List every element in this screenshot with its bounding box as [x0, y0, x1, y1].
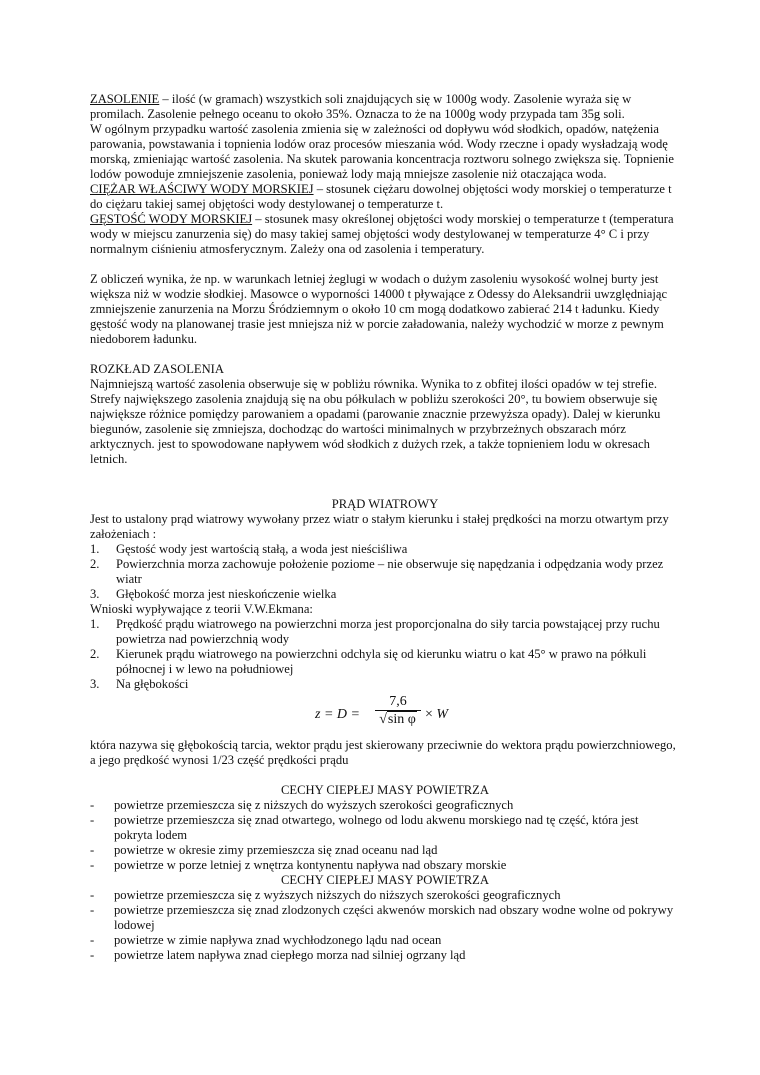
density-definition: – stosunek masy określonej objętości wody morskiej o temperaturze t (temperatura wody w miejscu zanurzenia się) do masy takiej samej objętości wody destylowanej w temperaturze 4° C i przy normalnym ciśnieniu atmosferycznym. Zależy ona od zasolenia i temperatury. [90, 212, 674, 256]
second-air-mass-list [90, 888, 680, 963]
warm-air-mass-heading: CECHY CIEPŁEJ MASY POWIETRZA [281, 783, 489, 797]
salinity-term: ZASOLENIE [90, 92, 160, 106]
specific-weight-definition: – stosunek ciężaru dowolnej objętości wody morskiej o temperaturze t do ciężaru takiej samej objętości wody destylowanej o temperaturze t. [90, 182, 672, 211]
list-item: 1. Prędkość prądu wiatrowego na powierzchni morza jest proporcjonalna do siły tarcia powstającej przy ruchu powietrza nad powierzchnią wody [90, 617, 660, 646]
formula-numerator: 7,6 [389, 694, 407, 709]
list-item: - powietrze w porze letniej z wnętrza kontynentu napływa nad obszary morskie [90, 858, 507, 872]
freeboard-paragraph: Z obliczeń wynika, że np. w warunkach letniej żeglugi w wodach o dużym zasoleniu wysokość wolnej burty jest większa niż w wodzie słodkiej. Masowce o wyporności 14000 t pływające z Odessy do Aleksandrii uwzględniając zmniejszenie zanurzenia na Morzu Śródziemnym o około 10 cm mogą dodatkowo zabierać 214 t ładunku. Kiedy gęstość wody na planowanej trasie jest mniejsza niż w porcie załadowania, należy wychodzić w morze z pewnym niedoborem ładunku. [90, 272, 668, 346]
wind-current-intro: Jest to ustalony prąd wiatrowy wywołany przez wiatr o stałym kierunku i stałej prędkości na morzu otwartym przy założeniach : [90, 512, 669, 541]
conclusions-list [90, 617, 680, 692]
friction-depth-paragraph: która nazywa się głębokością tarcia, wektor prądu jest skierowany przeciwnie do wektora prądu powierzchniowego, a jego prędkość wynosi 1/23 część prędkości prądu [90, 738, 676, 767]
formula-rhs: × W [425, 707, 449, 722]
specific-weight-term: CIĘŻAR WŁAŚCIWY WODY MORSKIEJ [90, 182, 314, 196]
wind-current-heading: PRĄD WIATROWY [331, 497, 439, 511]
list-item: 2. Powierzchnia morza zachowuje położenie poziome – nie obserwuje się napędzania i odpędzania wody przez wiatr [90, 557, 664, 586]
list-item: - powietrze przemieszcza się z niższych do wyższych szerokości geograficznych [90, 798, 514, 812]
assumptions-list [90, 542, 680, 602]
list-item: 3. Na głębokości [90, 677, 189, 691]
density-term: GĘSTOŚĆ WODY MORSKIEJ [90, 212, 253, 226]
list-item: - powietrze w okresie zimy przemieszcza się znad oceanu nad ląd [90, 843, 438, 857]
list-item: 3. Głębokość morza jest nieskończenie wielka [90, 587, 337, 601]
salinity-factors-paragraph: W ogólnym przypadku wartość zasolenia zmienia się w zależności od dopływu wód słodkich, opadów, natężenia parowania, powstawania i topnienia lodów oraz procesów mieszania wód. Wody rzeczne i opady wysładzają wodę morską, zmieniając wartość zasolenia. Na skutek parowania koncentracja roztworu solnego zwiększa się. Topnienie lodów powoduje zmniejszenie zasolenia, ponieważ lody mają mniejsze zasolenie niż otaczająca woda. [90, 122, 674, 181]
list-item: - powietrze przemieszcza się z wyższych niższych do niższych szerokości geograficznych [90, 888, 561, 902]
list-item: 1. Gęstość wody jest wartością stałą, a woda jest nieściśliwa [90, 542, 408, 556]
warm-air-mass-list [90, 798, 680, 873]
formula-lhs: z = D = [315, 707, 360, 722]
list-item: - powietrze przemieszcza się znad otwartego, wolnego od lodu akwenu morskiego nad tę część, która jest pokryta lodem [90, 813, 639, 842]
density-paragraph [90, 212, 680, 257]
friction-depth-formula [90, 694, 680, 736]
salinity-distribution-heading: ROZKŁAD ZASOLENIA [90, 362, 224, 376]
list-item: - powietrze w zimie napływa znad wychłodzonego lądu nad ocean [90, 933, 442, 947]
salinity-paragraph [90, 92, 680, 122]
formula-denominator: √sin φ [379, 712, 416, 727]
formula-fraction [373, 694, 423, 727]
salinity-definition: – ilość (w gramach) wszystkich soli znajdujących się w 1000g wody. Zasolenie wyraża się w promilach. Zasolenie pełnego oceanu to około 35%. Oznacza to że na 1000g wody przypada tam 35g soli. [90, 92, 632, 121]
list-item: 2. Kierunek prądu wiatrowego na powierzchni odchyla się od kierunku wiatru o kat 45° w prawo na półkuli północnej i w lewo na południowej [90, 647, 647, 676]
list-item: - powietrze przemieszcza się znad zlodzonych części akwenów morskich nad obszary wodne wolne od pokrywy lodowej [90, 903, 674, 932]
salinity-distribution-body: Najmniejszą wartość zasolenia obserwuje się w pobliżu równika. Wynika to z obfitej ilości opadów w tej strefie. Strefy największego zasolenia znajdują się na obu półkulach w pobliżu szerokości 20°, tu bowiem obserwuje się największe różnice pomiędzy parowaniem a opadami (parowanie znacznie przewyższa opady). Dalej w kierunku biegunów, zasolenie się zmniejsza, dochodząc do wartości minimalnych w przybrzeżnych obszarach mórz arktycznych. jest to spowodowane napływem wód słodkich z dużych rzek, a także topnieniem lodu w okresach letnich. [90, 377, 661, 466]
list-item: - powietrze latem napływa znad ciepłego morza nad silniej ogrzany ląd [90, 948, 466, 962]
specific-weight-paragraph [90, 182, 680, 212]
document-page [90, 92, 680, 963]
ekman-conclusions-intro: Wnioski wypływające z teorii V.W.Ekmana: [90, 602, 313, 616]
second-air-mass-heading: CECHY CIEPŁEJ MASY POWIETRZA [281, 873, 489, 887]
